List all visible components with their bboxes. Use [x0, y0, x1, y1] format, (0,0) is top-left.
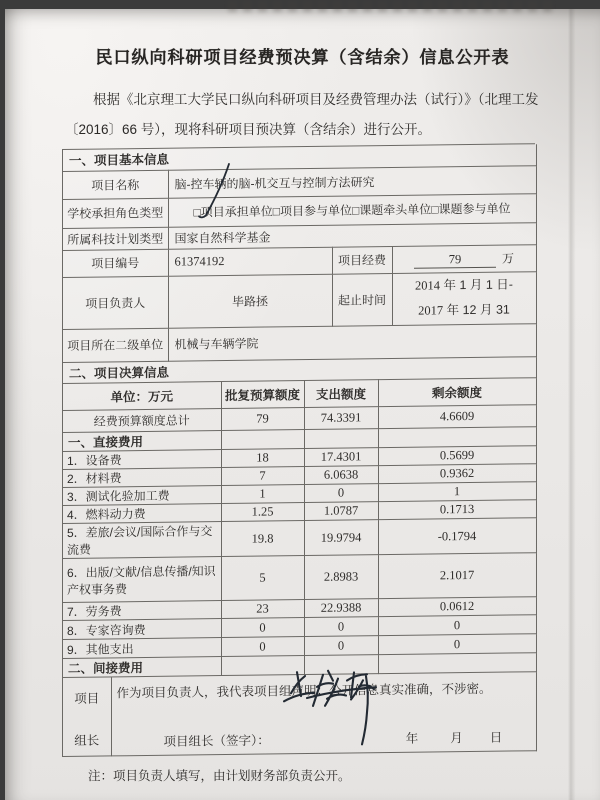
row-2-spent: 6.0638	[304, 466, 378, 485]
col-header-remain: 剩余额度	[378, 378, 536, 407]
row-5-spent: 19.9794	[304, 520, 378, 556]
plan-type-label: 所属科技计划类型	[63, 227, 168, 250]
role-type-label: 学校承担角色类型	[63, 198, 168, 228]
row-7-spent: 22.9388	[304, 599, 378, 618]
row-8-budget: 0	[221, 618, 304, 638]
row-direct-remain	[378, 427, 536, 448]
project-fund-label: 项目经费	[332, 246, 392, 274]
row-indirect-label: 二、间接费用	[63, 657, 221, 678]
month-placeholder: 月	[450, 731, 463, 746]
row-3-label: 3．测试化验加工费	[63, 486, 221, 506]
intro-line-2: 〔2016〕66 号），现将科研项目预决算（含结余）进行公开。	[65, 122, 432, 137]
row-9-budget: 0	[221, 637, 304, 657]
row-1-spent: 17.4301	[304, 448, 378, 467]
signature-label: 项目组长（签字）：	[163, 733, 270, 749]
declaration-table	[63, 672, 537, 757]
footer-note: 注：项目负责人填写，由计划财务部负责公开。	[88, 769, 351, 783]
project-code-label: 项目编号	[63, 249, 168, 277]
period-end-rest: 年 12 月 31	[446, 302, 510, 318]
signature-row	[112, 714, 536, 753]
period-end-year: 2017	[418, 303, 444, 318]
period-label: 起止时间	[332, 273, 392, 326]
row-total-spent: 74.3391	[304, 407, 378, 430]
row-5-budget: 19.8	[221, 521, 304, 557]
settlement-table	[63, 357, 537, 678]
project-fund-unit: 万	[502, 250, 515, 266]
leader-value: 毕路拯	[168, 274, 332, 328]
project-fund-value: 79	[414, 251, 496, 268]
period-start-rest: 年 1 月 1 日-	[443, 277, 513, 293]
row-8-spent: 0	[304, 617, 378, 637]
row-2-remain: 0.9362	[378, 464, 536, 484]
row-total-label: 经费预算额度总计	[63, 409, 221, 433]
unit-label: 项目所在二级单位	[63, 328, 168, 362]
col-header-unit: 单位：万元	[63, 382, 221, 411]
row-2-label: 2．材料费	[63, 468, 221, 488]
row-6-remain: 2.1017	[378, 553, 536, 599]
row-total-remain: 4.6609	[378, 405, 536, 429]
page-bleedthrough-text	[228, 1, 558, 12]
declaration-role-line2: 组长	[74, 733, 100, 748]
col-header-budget: 批复预算额度	[221, 381, 304, 409]
project-fund-cell	[392, 244, 536, 273]
project-name-label: 项目名称	[63, 170, 168, 199]
row-9-label: 9．其他支出	[63, 638, 221, 659]
row-3-spent: 0	[304, 484, 378, 503]
section1-header: 一、项目基本信息	[63, 144, 536, 171]
period-start-line	[396, 272, 533, 299]
row-indirect-remain	[378, 653, 536, 674]
row-4-label: 4．燃料动力费	[63, 504, 221, 524]
leader-label: 项目负责人	[63, 276, 168, 329]
signature-area	[270, 747, 398, 749]
row-5-label: 5．差旅/会议/国际合作与交流费	[63, 522, 221, 559]
row-indirect-budget	[221, 656, 304, 676]
project-name-value: 脑-控车辆的脑-机交互与控制方法研究	[168, 165, 536, 197]
declaration-content	[111, 672, 536, 756]
period-end-line	[396, 297, 533, 324]
row-1-label: 1．设备费	[63, 450, 221, 470]
row-direct-budget	[221, 430, 304, 450]
table-row	[63, 553, 536, 603]
row-3-remain: 1	[378, 482, 536, 502]
row-6-spent: 2.8983	[304, 555, 378, 600]
period-start-year: 2014	[415, 278, 441, 293]
row-2-budget: 7	[221, 467, 304, 486]
row-8-remain: 0	[378, 615, 536, 636]
row-4-spent: 1.0787	[304, 502, 378, 521]
row-5-remain: -0.1794	[378, 518, 536, 555]
document-title: 民口纵向科研项目经费预决算（含结余）信息公开表	[95, 48, 510, 67]
row-3-budget: 1	[221, 485, 304, 504]
project-code-value: 61374192	[168, 247, 332, 276]
row-9-remain: 0	[378, 634, 536, 655]
row-indirect-spent	[304, 655, 378, 675]
role-type-options: □项目承担单位□项目参与单位□课题牵头单位□课题参与单位	[168, 193, 536, 226]
col-header-spent: 支出额度	[304, 380, 378, 408]
plan-type-value: 国家自然科学基金	[168, 222, 536, 248]
declaration-statement: 作为项目负责人，我代表项目组声明：公开信息真实准确，不涉密。	[116, 681, 492, 701]
intro-paragraph	[65, 85, 572, 145]
period-value	[392, 271, 536, 325]
basic-info-table	[63, 144, 537, 362]
row-direct-label: 一、直接费用	[63, 431, 221, 452]
table-row	[63, 518, 536, 559]
row-7-budget: 23	[221, 600, 304, 619]
row-1-budget: 18	[221, 449, 304, 468]
day-placeholder: 日	[489, 730, 503, 745]
section2-header: 二、项目决算信息	[63, 357, 536, 384]
row-total-budget: 79	[221, 408, 304, 431]
row-7-remain: 0.0612	[378, 597, 536, 617]
row-6-label: 6．出版/文献/信息传播/知识产权事务费	[63, 557, 221, 603]
row-direct-spent	[304, 429, 378, 449]
row-4-remain: 0.1713	[378, 500, 536, 520]
row-7-label: 7．劳务费	[63, 601, 221, 621]
form-table	[62, 143, 535, 757]
year-placeholder: 年	[405, 731, 419, 746]
unit-value: 机械与车辆学院	[168, 323, 536, 360]
row-4-budget: 1.25	[221, 503, 304, 522]
row-8-label: 8．专家咨询费	[63, 619, 221, 640]
row-6-budget: 5	[221, 556, 304, 601]
scanned-paper-sheet	[5, 9, 600, 800]
declaration-role-line1: 项目	[74, 691, 100, 706]
row-1-remain: 0.5699	[378, 446, 536, 466]
declaration-role-label	[63, 677, 111, 756]
intro-line-1: 根据《北京理工大学民口纵向科研项目及经费管理办法（试行）》（北理工发	[93, 92, 539, 107]
row-9-spent: 0	[304, 636, 378, 656]
